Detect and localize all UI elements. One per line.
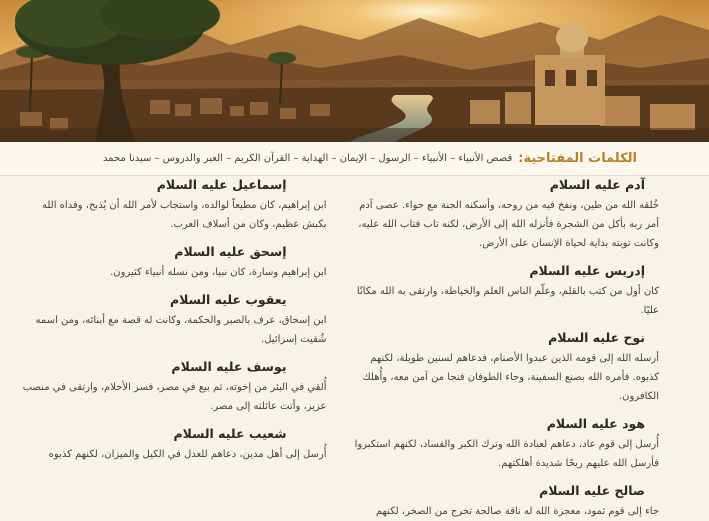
- prophet-name: إدريس عليه السلام: [529, 263, 645, 278]
- prophet-name: يوسف عليه السلام: [171, 359, 287, 374]
- hero-image: [0, 0, 709, 142]
- prophet-name: نوح عليه السلام: [548, 330, 645, 345]
- left-column: [16, 177, 327, 494]
- prophet-entry: [16, 426, 327, 464]
- prophet-entry: [16, 177, 327, 234]
- prophet-story: أرسله الله إلى قومه الذين عبدوا الأصنام، فدعاهم لسنين طويلة، لكنهم كذبوه. فأمره الله بصنع السفينة، وجاء الطوفان فنجا من آمن معه، وأُهلك الكافرون.: [362, 353, 659, 402]
- keywords-bar: [0, 142, 709, 176]
- prophet-entry: [16, 244, 327, 282]
- prophet-entry: [343, 177, 659, 253]
- prophet-story: أُرسل إلى قوم عاد، دعاهم لعبادة الله وترك الكبر والفساد، لكنهم استكبروا فأرسل الله عليهم ريحًا شديدة أهلكتهم.: [354, 439, 659, 469]
- prophet-story: أُلقي في البئر من إخوته، ثم بيع في مصر، فسر الأحلام، وارتقى في منصب عزيز، وأتت عائلته إلى مصر.: [22, 382, 327, 412]
- prophet-entry: [343, 263, 659, 320]
- prophet-story: ابن إبراهيم، كان مطيعاً لوالده، واستجاب لأمر الله أن يُذبح، وفداه الله بكبش عظيم، وكان من أسلاف العرب.: [42, 200, 327, 230]
- prophet-story: أُرسل إلى أهل مدين، دعاهم للعدل في الكيل والميزان، لكنهم كذبوه: [48, 449, 327, 460]
- prophet-entry: [16, 292, 327, 349]
- prophet-name: إسحق عليه السلام: [174, 244, 287, 259]
- prophet-story: خُلقه الله من طين، ونفخ فيه من روحه، وأسكنه الجنة مع حواء. عصى آدم أمر ربه بأكل من الشجرة فأنزله الله إلى الأرض، لكنه تاب فتاب الله عليه، وكانت توبته بداية لحياة الإنسان على الأرض.: [358, 200, 659, 249]
- prophet-story: كان أول من كتب بالقلم، وعلّم الناس العلم والخياطة، وارتقى به الله مكانًا عليًا.: [356, 286, 659, 316]
- prophet-name: هود عليه السلام: [546, 416, 645, 431]
- prophet-name: شعيب عليه السلام: [173, 426, 287, 441]
- prophets-content: [0, 177, 709, 517]
- prophet-entry: [343, 416, 659, 473]
- prophet-name: إسماعيل عليه السلام: [156, 177, 287, 192]
- landscape-illustration: [0, 0, 709, 142]
- prophet-entry: [343, 330, 659, 406]
- prophet-name: صالح عليه السلام: [539, 483, 645, 498]
- prophet-story: ابن إبراهيم وسارة، كان نبيا، ومن نسله أنبياء كثيرون.: [110, 267, 327, 278]
- keywords-label: الكلمات المفتاحية:: [518, 151, 637, 166]
- prophet-name: يعقوب عليه السلام: [169, 292, 287, 307]
- keywords-list: قصص الأنبياء – الأنبياء – الرسول – الإيمان – الهداية – القرآن الكريم – العبر والدروس – سيدنا محمد: [102, 153, 513, 164]
- right-column: [343, 177, 659, 517]
- prophet-name: آدم عليه السلام: [549, 177, 645, 192]
- prophet-entry: [343, 483, 659, 521]
- prophet-story: ابن إسحاق، عرف بالصبر والحكمة، وكانت له قصة مع أبنائه، ومن اسمه شُقيت إسرائيل.: [35, 315, 327, 345]
- prophet-entry: [16, 359, 327, 416]
- prophet-story: جاء إلى قوم ثمود، معجزة الله له ناقة صالحة تخرج من الصخر، لكنهم: [375, 506, 659, 517]
